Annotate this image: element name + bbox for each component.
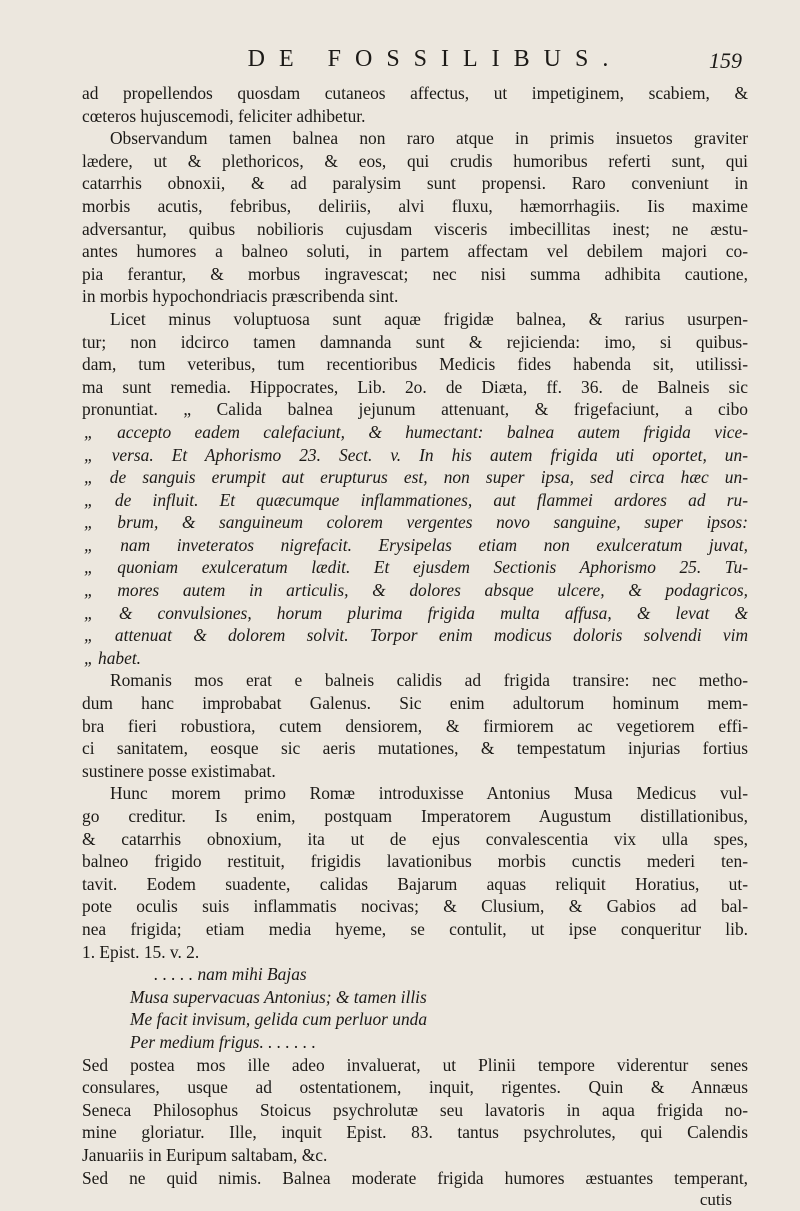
quote-line: „ versa. Et Aphorismo 23. Sect. v. In his autem frigida uti oportet, un- (84, 444, 748, 465)
text-line: antes humores a balneo soluti, in partem affectam vel debilem majori co- (82, 241, 748, 262)
text-line: balneo frigido restituit, frigidis lavationibus morbis cunctis mederi ten- (82, 851, 748, 872)
verse-line: . . . . . nam mihi Bajas (154, 964, 307, 985)
text-line: pote oculis suis inflammatis nocivas; & Clusium, & Gabios ad bal- (82, 896, 748, 917)
text-line: Licet minus voluptuosa sunt aquæ frigidæ balnea, & rarius usurpen- (110, 308, 748, 329)
quote-line: „ & convulsiones, horum plurima frigida multa affusa, & levat & (84, 602, 748, 623)
text-line: go creditur. Is enim, postquam Imperatorem Augustum distillationibus, (82, 806, 748, 826)
text-line: nea frigida; etiam media hyeme, se contulit, ut ipse conqueritur lib. (82, 918, 748, 939)
text-line: pia ferantur, & morbus ingravescat; nec nisi summa adhibita cautione, (82, 263, 748, 284)
text-line: dam, tum veteribus, tum recentioribus Medicis fides habenda sit, utilissi- (82, 354, 748, 375)
text-line: ad propellendos quosdam cutaneos affectus, ut impetiginem, scabiem, & (82, 83, 748, 103)
quote-line: „ attenuat & dolorem solvit. Torpor enim modicus doloris solvendi vim (84, 625, 748, 646)
text-line: sustinere posse existimabat. (82, 760, 276, 781)
text-line: pronuntiat. „ Calida balnea jejunum attenuant, & frigefaciunt, a cibo (82, 399, 748, 420)
text-line: Observandum tamen balnea non raro atque in primis insuetos graviter (110, 128, 748, 149)
quote-line: „ brum, & sanguineum colorem vergentes novo sanguine, super ipsos: (84, 512, 748, 533)
text-line: tavit. Eodem suadente, calidas Bajarum aquas reliquit Horatius, ut- (82, 873, 748, 894)
quote-line: „ de influit. Et quæcumque inflammationes, aut flammei ardores ad ru- (84, 489, 748, 510)
quote-line: „ accepto eadem calefaciunt, & humectant: balnea autem frigida vice- (84, 421, 748, 442)
text-line: in morbis hypochondriacis præscribenda sint. (82, 286, 399, 307)
text-line: dum hanc improbabat Galenus. Sic enim adultorum hominum mem- (82, 693, 748, 714)
page-number: 159 (709, 48, 742, 73)
text-line: consulares, usque ad ostentationem, inquit, rigentes. Quin & Annæus (82, 1077, 748, 1098)
verse-line: Per medium frigus. . . . . . . (130, 1031, 316, 1052)
text-line: bra fieri robustiora, cutem densiorem, & firmiorem ac vegetiorem effi- (82, 715, 748, 736)
text-line: tur; non idcirco tamen damnanda sunt & rejicienda: imo, si quibus- (82, 331, 748, 352)
quote-line: „ habet. (84, 647, 142, 668)
quote-line: „ mores autem in articulis, & dolores absque ulcere, & podagricos, (84, 580, 748, 601)
text-line: Hunc morem primo Romæ introduxisse Antonius Musa Medicus vul- (110, 783, 748, 804)
text-line: & catarrhis obnoxium, ita ut de ejus convalescentia vix ulla spes, (82, 828, 748, 849)
verse-line: Me facit invisum, gelida cum perluor unda (130, 1009, 428, 1030)
text-line: catarrhis obnoxii, & ad paralysim sunt propensi. Raro conveniunt in (82, 173, 748, 194)
quote-line: „ de sanguis erumpit aut erupturus est, non super ipsa, sed circa hæc un- (84, 467, 748, 488)
page-header (82, 40, 748, 82)
quote-line: „ quoniam exulceratum lædit. Et ejusdem Sectionis Aphorismo 25. Tu- (84, 557, 748, 578)
quote-line: „ nam inveteratos nigrefacit. Erysipelas etiam non exulceratum juvat, (84, 534, 748, 555)
text-line: morbis acutis, febribus, deliriis, alvi fluxu, hæmorrhagiis. Iis maxime (82, 195, 748, 216)
text-line: Seneca Philosophus Stoicus psychrolutæ seu lavatoris in aqua frigida no- (82, 1099, 748, 1120)
text-line: mine gloriatur. Ille, inquit Epist. 83. tantus psychrolutes, qui Calendis (82, 1122, 748, 1143)
text-line: Sed postea mos ille adeo invaluerat, ut Plinii tempore viderentur senes (82, 1054, 748, 1075)
text-line: 1. Epist. 15. v. 2. (82, 941, 200, 962)
verse-line: Musa supervacuas Antonius; & tamen illis (130, 986, 427, 1007)
text-line: ci sanitatem, eosque sic aeris mutationes, & tempestatum injurias fortius (82, 738, 748, 759)
text-line: adversantur, quibus nobilioris cujusdam visceris imbecillitas inest; ne æstu- (82, 218, 748, 239)
catchword: cutis (699, 1190, 732, 1210)
body-text (82, 82, 748, 1211)
running-head: DE FOSSILIBUS. (247, 46, 623, 72)
text-line: Januariis in Euripum saltabam, &c. (82, 1144, 328, 1165)
text-line: ma sunt remedia. Hippocrates, Lib. 2o. de Diæta, ff. 36. de Balneis sic (82, 376, 748, 397)
text-line: lædere, ut & plethoricos, & eos, qui crudis humoribus referti sunt, qui (82, 150, 748, 171)
text-line: Sed ne quid nimis. Balnea moderate frigida humores æstuantes temperant, (82, 1167, 748, 1188)
text-line: cœteros hujuscemodi, feliciter adhibetur. (82, 105, 366, 126)
text-line: Romanis mos erat e balneis calidis ad frigida transire: nec metho- (110, 670, 748, 691)
